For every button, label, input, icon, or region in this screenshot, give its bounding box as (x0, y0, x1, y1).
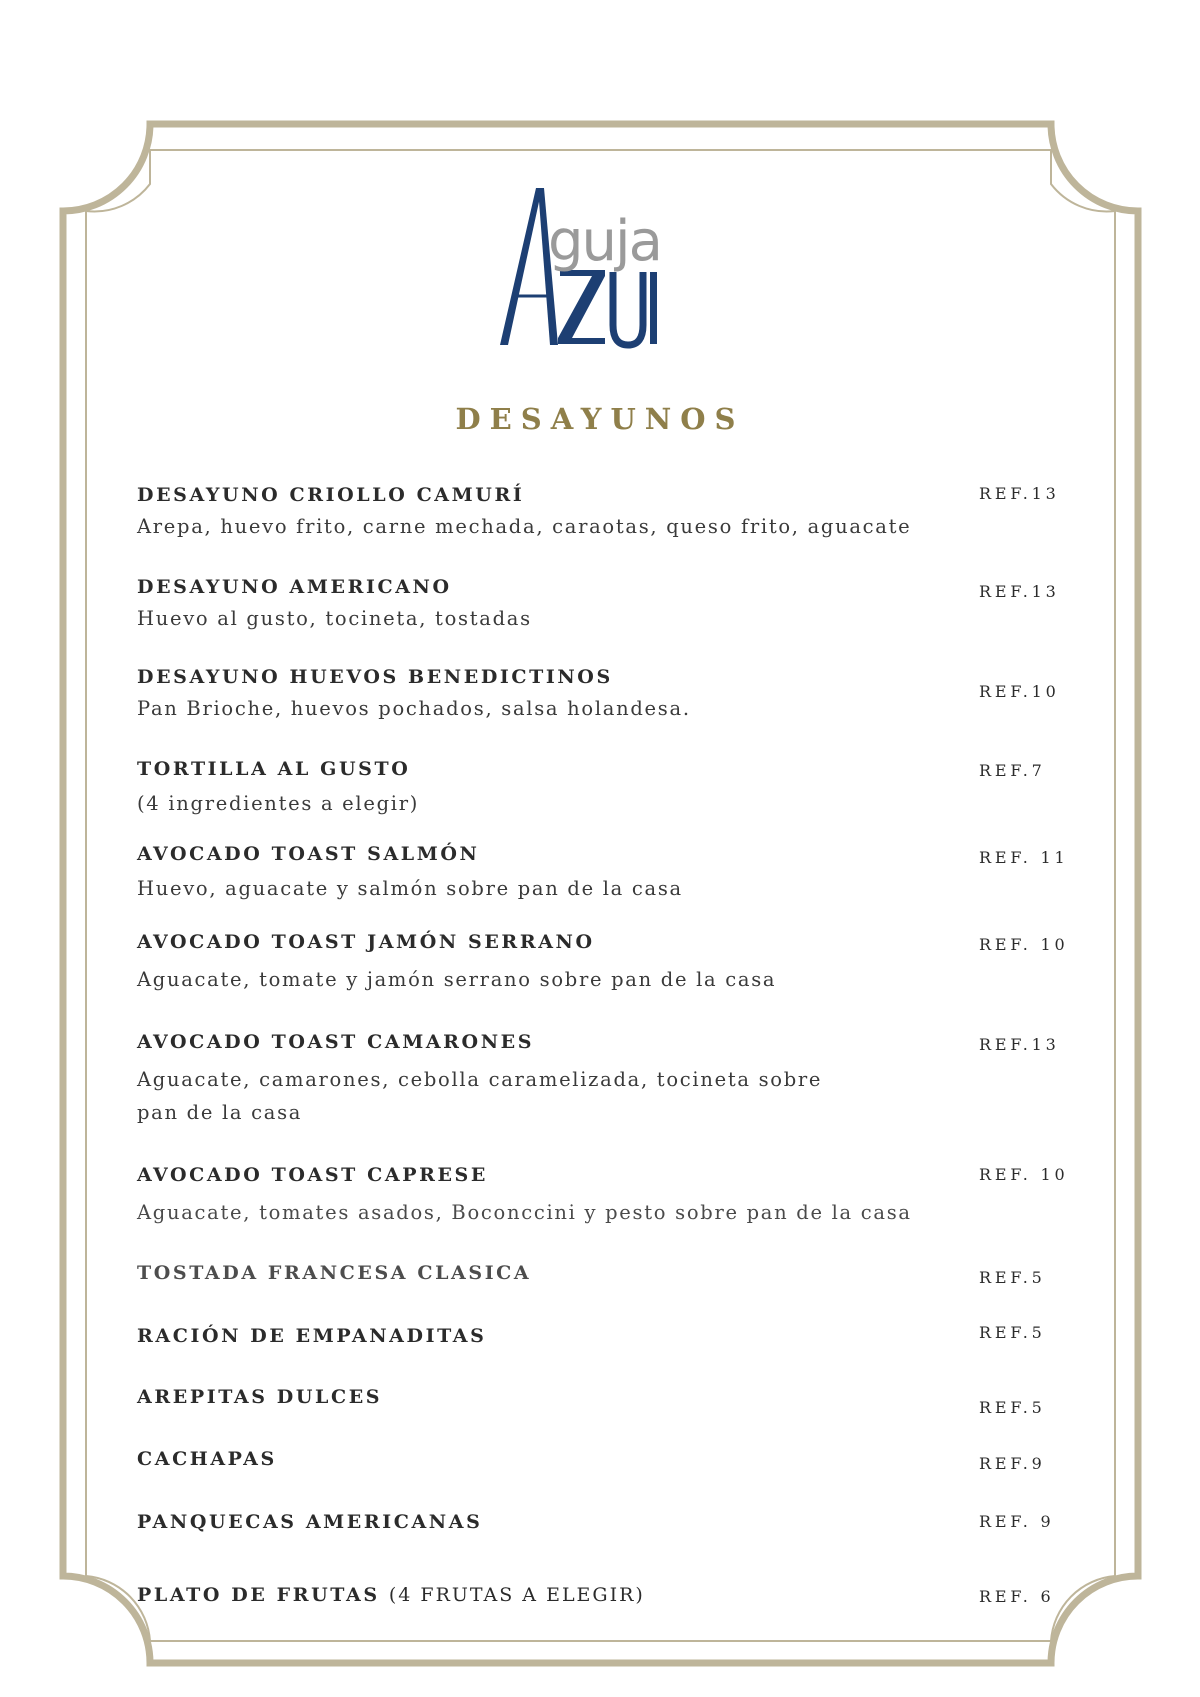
item-price: REF. 9 (979, 1512, 1055, 1531)
item-description: Huevo al gusto, tocineta, tostadas (137, 607, 532, 630)
item-note: (4 FRUTAS A ELEGIR) (388, 1584, 645, 1606)
menu-item (137, 1386, 897, 1408)
item-description-cont: pan de la casa (137, 1101, 303, 1124)
item-name (137, 1584, 897, 1606)
menu-item (137, 1511, 897, 1533)
menu-item (137, 1448, 897, 1470)
item-description: Arepa, huevo frito, carne mechada, caraotas, queso frito, aguacate (137, 515, 912, 538)
menu-item (137, 1584, 897, 1606)
item-price: REF.5 (979, 1398, 1046, 1417)
item-name: AVOCADO TOAST JAMÓN SERRANO (137, 931, 595, 953)
item-name: AVOCADO TOAST CAPRESE (137, 1164, 488, 1186)
item-price: REF. 10 (979, 935, 1069, 954)
menu-item (137, 843, 897, 905)
section-title: DESAYUNOS (455, 402, 745, 436)
menu-item (137, 666, 897, 725)
item-name: TOSTADA FRANCESA CLASICA (137, 1262, 532, 1284)
item-name: DESAYUNO HUEVOS BENEDICTINOS (137, 666, 613, 688)
item-price: REF. 11 (979, 848, 1069, 867)
menu-item (137, 1164, 912, 1229)
item-description: (4 ingredientes a elegir) (137, 792, 420, 815)
aguja-azul-logo (500, 180, 680, 350)
item-name: DESAYUNO CRIOLLO CAMURÍ (137, 484, 525, 506)
menu-item (137, 758, 897, 820)
menu-item (137, 931, 897, 996)
item-description: Aguacate, tomates asados, Boconccini y pesto sobre pan de la casa (137, 1201, 912, 1224)
item-price: REF.7 (979, 761, 1046, 780)
item-name: CACHAPAS (137, 1448, 277, 1470)
item-description: Aguacate, tomate y jamón serrano sobre pan de la casa (137, 968, 777, 991)
item-price: REF. 6 (979, 1587, 1055, 1606)
item-price: REF.13 (979, 484, 1060, 503)
item-price: REF.5 (979, 1268, 1046, 1287)
item-name: AREPITAS DULCES (137, 1386, 383, 1408)
item-name-text: PLATO DE FRUTAS (137, 1584, 380, 1606)
menu-item (137, 484, 912, 543)
item-name: DESAYUNO AMERICANO (137, 576, 452, 598)
item-name: PANQUECAS AMERICANAS (137, 1511, 483, 1533)
menu-item (137, 576, 897, 635)
item-price: REF.10 (979, 682, 1060, 701)
item-price: REF.9 (979, 1454, 1046, 1473)
item-name: AVOCADO TOAST CAMARONES (137, 1031, 535, 1053)
item-price: REF. 10 (979, 1165, 1069, 1184)
menu-item (137, 1262, 897, 1284)
item-name: TORTILLA AL GUSTO (137, 758, 411, 780)
menu-item (137, 1325, 897, 1347)
item-price: REF.13 (979, 582, 1060, 601)
item-price: REF.13 (979, 1035, 1060, 1054)
item-description: Aguacate, camarones, cebolla caramelizada, tocineta sobre (137, 1068, 823, 1091)
logo-top-text: guja (548, 209, 661, 274)
item-name: AVOCADO TOAST SALMÓN (137, 843, 480, 865)
item-description: Huevo, aguacate y salmón sobre pan de la casa (137, 877, 683, 900)
item-description: Pan Brioche, huevos pochados, salsa holandesa. (137, 697, 691, 720)
menu-item (137, 1031, 897, 1129)
item-price: REF.5 (979, 1323, 1046, 1342)
item-name: RACIÓN DE EMPANADITAS (137, 1325, 487, 1347)
